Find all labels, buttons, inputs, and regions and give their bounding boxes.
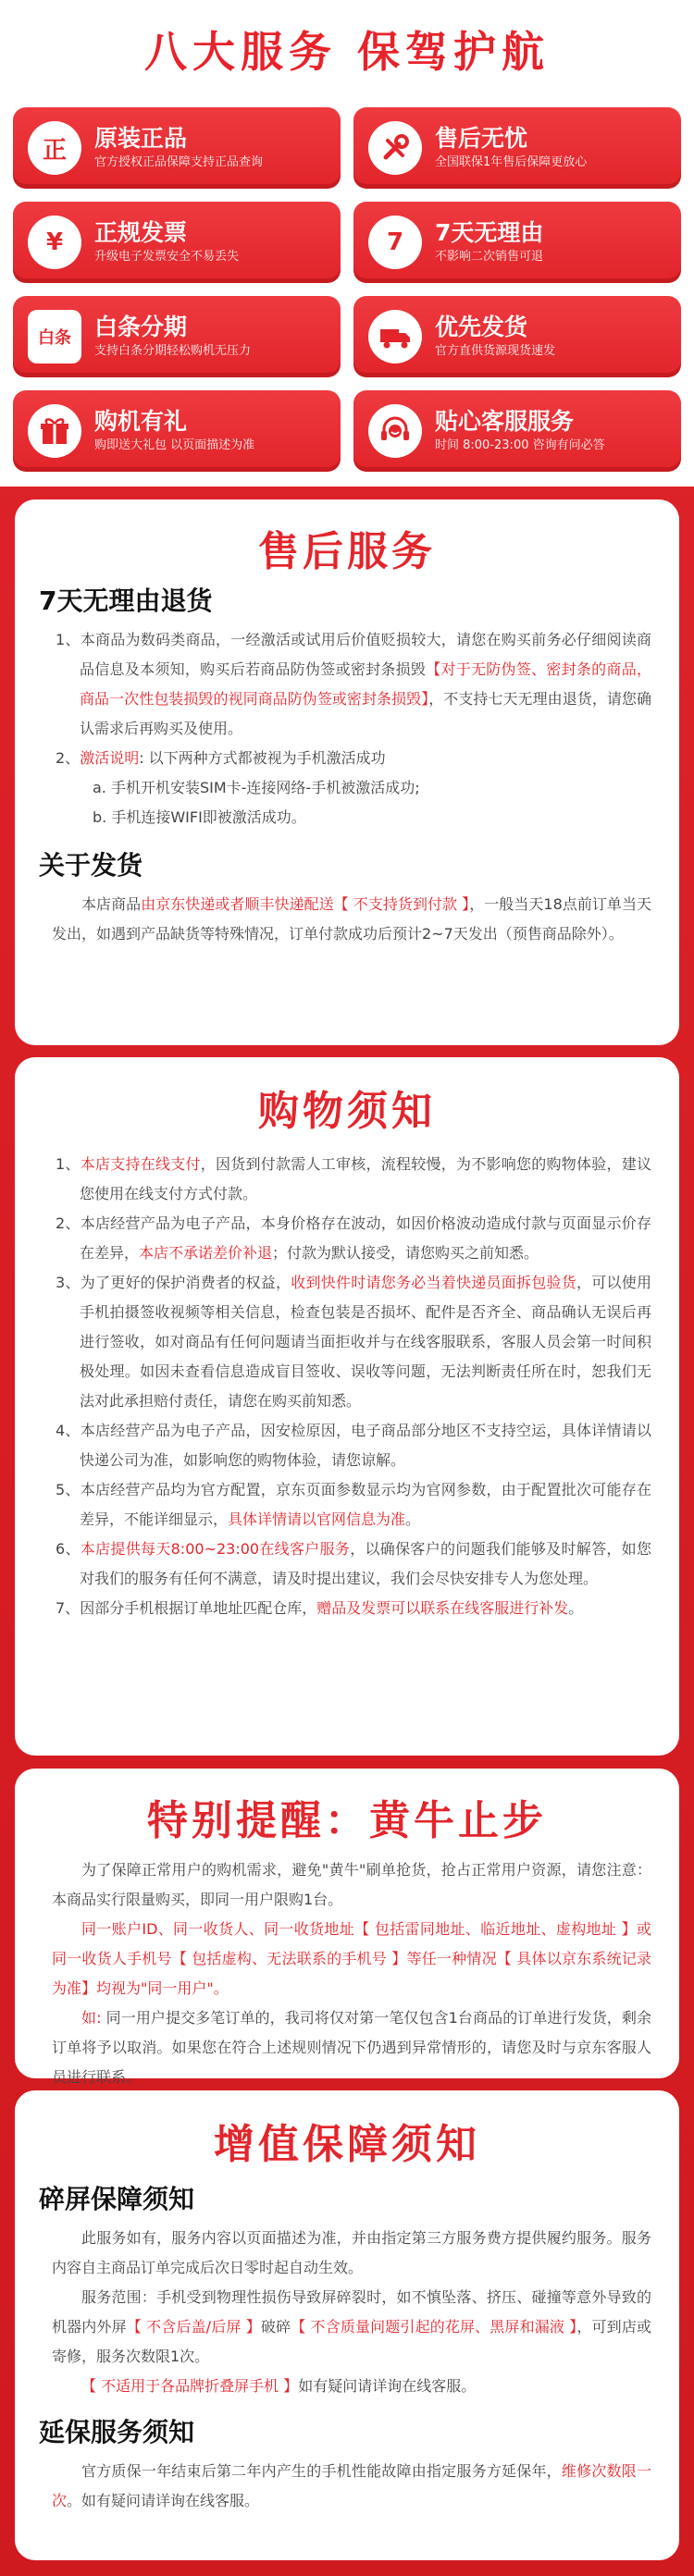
- service-desc: 不影响二次销售可退: [435, 250, 544, 264]
- page-header: [0, 0, 694, 487]
- scalper-reminder-card: [15, 1769, 679, 2086]
- reminder-paragraph-1: 为了保障正常用户的购机需求，避免"黄牛"刷单抢货，抢占正常用户资源，请您注意：本商品实行限量购买，即同一用户限购1台。: [52, 1861, 651, 1908]
- shipping-heading: 关于发货: [39, 850, 143, 881]
- value-added-card: [15, 2090, 679, 2560]
- service-tile-genuine: [13, 107, 341, 189]
- service-title: 原装正品: [94, 125, 188, 152]
- shopping-item-7: 7、因部分手机根据订单地址匹配仓库，赠品及发票可以联系在线客服进行补发。: [56, 1599, 584, 1617]
- shopping-item-1: 1、本店支持在线支付，因货到付款需人工审核，流程较慢，为不影响您的购物体验，建议您使用在线支付方式付款。: [56, 1155, 651, 1202]
- value-added-title: 增值保障须知: [214, 2121, 480, 2168]
- service-desc: 支持白条分期轻松购机无压力: [94, 344, 252, 358]
- return-item-1: 1、本商品为数码类商品，一经激活或试用后价值贬损较大，请您在购买前务必仔细阅读商品信息及本须知，购买后若商品防伪签或密封条损毁【对于无防伪签、密封条的商品，商品一次性包装损毁的视同商品防伪签或密封条损毁】，不支持七天无理由退货，请您确认需求后再购买及使用。: [56, 631, 651, 737]
- shipping-text: 本店商品由京东快递或者顺丰快递配送【 不支持货到付款 】，一般当天18点前订单当天发出，如遇到产品缺货等特殊情况，订单付款成功后预计2~7天发出（预售商品除外）。: [52, 895, 651, 943]
- service-desc: 购即送大礼包 以页面描述为准: [94, 438, 255, 452]
- service-tile-invoice: [13, 202, 341, 283]
- screen-paragraph-1: 此服务如有，服务内容以页面描述为准，并由指定第三方服务费方提供履约服务。服务内容自主商品订单完成后次日零时起自动生效。: [52, 2229, 651, 2276]
- wrench-icon: [368, 121, 422, 175]
- page-title: 八大服务 保驾护航: [0, 0, 694, 96]
- service-title: 购机有礼: [94, 408, 188, 435]
- return-item-2: 2、激活说明: 以下两种方式都被视为手机激活成功: [56, 749, 386, 767]
- shopping-notice-title: 购物须知: [258, 1088, 436, 1135]
- service-desc: 时间 8:00-23:00 咨询有问必答: [435, 438, 605, 452]
- service-title: 正规发票: [94, 219, 188, 246]
- shopping-item-2: 2、本店经营产品为电子产品，本身价格存在波动，如因价格波动造成付款与页面显示价存在差异，本店不承诺差价补退；付款为默认接受，请您购买之前知悉。: [56, 1214, 651, 1262]
- shopping-item-5: 5、本店经营产品均为官方配置，京东页面参数显示均为官网参数，由于配置批次可能存在差异，不能详细显示，具体详情请以官网信息为准。: [56, 1481, 651, 1528]
- activation-item-a: a. 手机开机安装SIM卡-连接网络-手机被激活成功;: [93, 779, 420, 796]
- shopping-item-6: 6、本店提供每天8:00~23:00在线客户服务，以确保客户的问题我们能够及时解答，如您对我们的服务有任何不满意，请及时提出建议，我们会尽快安排专人为您处理。: [56, 1540, 651, 1587]
- headset-icon: [368, 404, 422, 458]
- service-tile-customer-service: [353, 390, 681, 472]
- service-title: 售后无忧: [435, 125, 528, 152]
- service-tile-7day: [353, 202, 681, 283]
- genuine-shield-icon: 正: [28, 121, 81, 175]
- service-desc: 官方授权正品保障支持正品查询: [94, 155, 264, 169]
- service-title: 优先发货: [435, 314, 528, 340]
- service-desc: 全国联保1年售后保障更放心: [435, 155, 588, 169]
- activation-item-b: b. 手机连接WIFI即被激活成功。: [93, 808, 306, 826]
- after-sales-title: 售后服务: [258, 528, 436, 575]
- after-sales-card: [15, 499, 679, 1045]
- service-title: 7天无理由: [435, 219, 544, 246]
- shopping-item-3: 3、为了更好的保护消费者的权益，收到快件时请您务必当着快递员面拆包验货，可以使用手机拍摄签收视频等相关信息，检查包装是否损坏、配件是否齐全、商品确认无误后再进行签收，如对商品有任何问题请当面拒收并与在线客服联系，客服人员会第一时间积极处理。如因未查看信息造成盲目签收、误收等问题，无法判断责任所在时，恕我们无法对此承担赔付责任，请您在购买前知悉。: [56, 1274, 651, 1410]
- service-grid: [0, 96, 694, 487]
- screen-paragraph-2: 服务范围：手机受到物理性损伤导致屏碎裂时，如不慎坠落、挤压、碰撞等意外导致的机器内外屏【 不含后盖/后屏 】破碎【 不含质量问题引起的花屏、黑屏和漏液 】，可到店或寄修，服务次数限1次。: [52, 2288, 651, 2365]
- shopping-notice-card: [15, 1057, 679, 1756]
- service-tile-shipping: [353, 296, 681, 377]
- screen-paragraph-3: 【 不适用于各品牌折叠屏手机 】如有疑问请详询在线客服。: [81, 2377, 477, 2395]
- service-tile-gift: [13, 390, 341, 472]
- service-tile-installment: [13, 296, 341, 377]
- invoice-icon: ¥: [28, 216, 81, 269]
- service-desc: 官方直供货源现货速发: [435, 344, 556, 358]
- gift-icon: [28, 404, 81, 458]
- seven-day-icon: 7: [368, 216, 422, 269]
- screen-protection-heading: 碎屏保障须知: [39, 2184, 195, 2214]
- service-desc: 升级电子发票安全不易丢失: [94, 250, 240, 264]
- reminder-paragraph-2: 同一账户ID、同一收货人、同一收货地址【 包括雷同地址、临近地址、虚构地址 】或同一收货人手机号【 包括虚构、无法联系的手机号 】等任一种情况【 具体以京东系统记录为准】均视为"同一用户"。: [52, 1920, 651, 1997]
- service-title: 贴心客服服务: [435, 408, 575, 435]
- service-title: 白条分期: [94, 314, 188, 340]
- return-policy-heading: 7天无理由退货: [39, 585, 213, 616]
- truck-icon: [368, 310, 422, 364]
- shopping-item-4: 4、本店经营产品为电子产品，因安检原因，电子商品部分地区不支持空运，具体详情请以快递公司为准，如影响您的购物体验，请您谅解。: [56, 1422, 651, 1469]
- warranty-paragraph: 官方质保一年结束后第二年内产生的手机性能故障由指定服务方延保年，维修次数限一次。如有疑问请详询在线客服。: [52, 2462, 651, 2509]
- extended-warranty-heading: 延保服务须知: [39, 2417, 195, 2447]
- reminder-paragraph-3: 如: 同一用户提交多笔订单的，我司将仅对第一笔仅包含1台商品的订单进行发货，剩余订单将予以取消。如果您在符合上述规则情况下仍遇到异常情形的，请您及时与京东客服人员进行联系。: [52, 2009, 651, 2086]
- service-tile-after-sales: [353, 107, 681, 189]
- scalper-reminder-title: 特别提醒：黄牛止步: [147, 1797, 547, 1844]
- baitiao-icon: 白条: [28, 310, 81, 364]
